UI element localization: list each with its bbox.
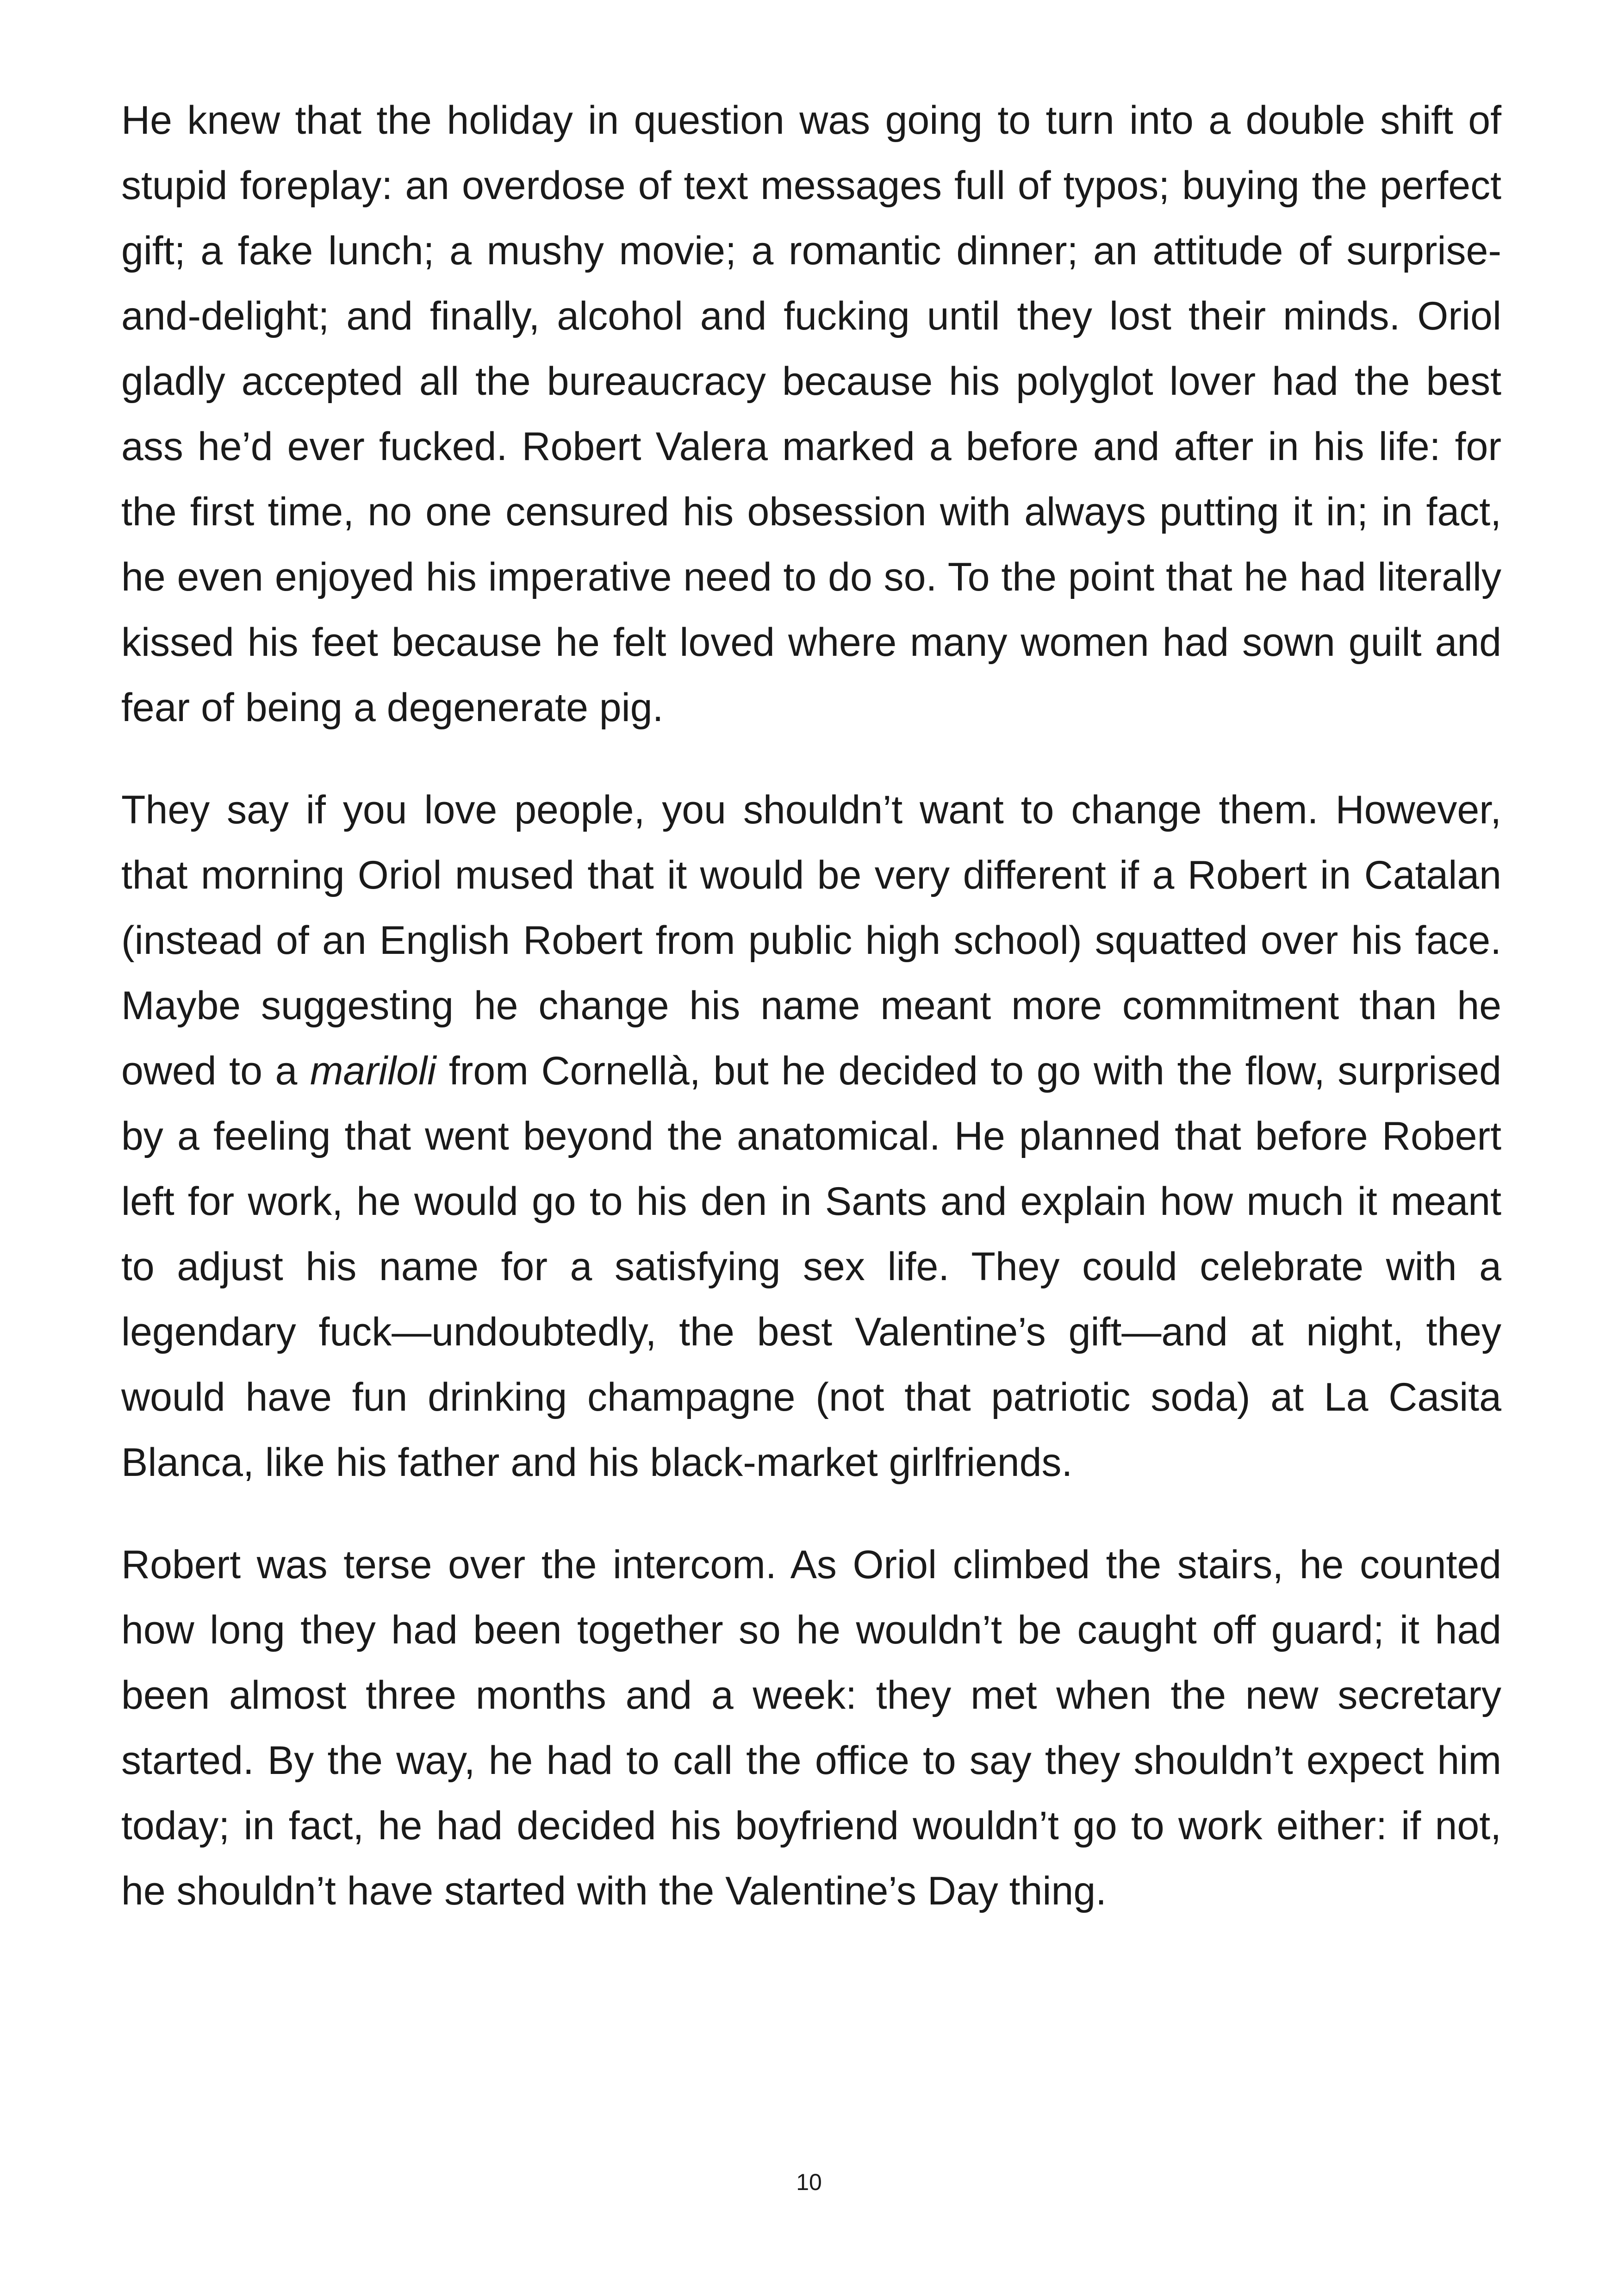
italic-word-mariloli: mariloli bbox=[310, 1049, 436, 1093]
paragraph-2-text-start: They say if you love people, you shouldn’t want to change them. However, that morning Oriol mused that it would be very different if a Robert in Catalan (instead of an English Robert from public high school) squatted over his face. Maybe suggesting he change his name meant more commitment than he owed to a bbox=[121, 788, 1501, 1093]
paragraph-3 bbox=[121, 1532, 1501, 1924]
paragraph-1 bbox=[121, 88, 1501, 740]
paragraph-3-text: Robert was terse over the intercom. As Oriol climbed the stairs, he counted how long they had been together so he wouldn’t be caught off guard; it had been almost three months and a week: they met when the new secretary started. By the way, he had to call the office to say they shouldn’t expect him today; in fact, he had decided his boyfriend wouldn’t go to work either: if not, he shouldn’t have started with the Valentine’s Day thing. bbox=[121, 1543, 1501, 1913]
paragraph-2-text-end: from Cornellà, but he decided to go with the flow, surprised by a feeling that went beyond the anatomical. He planned that before Robert left for work, he would go to his den in Sants and explain how much it meant to adjust his name for a satisfying sex life. They could celebrate with a legendary fuck—undoubtedly, the best Valentine’s gift—and at night, they would have fun drinking champagne (not that patriotic soda) at La Casita Blanca, like his father and his black-market girlfriends. bbox=[121, 1049, 1501, 1485]
page-number: 10 bbox=[796, 2169, 822, 2195]
body-text bbox=[121, 88, 1501, 1924]
paragraph-2 bbox=[121, 778, 1501, 1495]
paragraph-1-text: He knew that the holiday in question was going to turn into a double shift of stupid foreplay: an overdose of text messages full of typos; buying the perfect gift; a fake lunch; a mushy movie; a romantic dinner; an attitude of surprise-and-delight; and finally, alcohol and fucking until they lost their minds. Oriol gladly accepted all the bureaucracy because his polyglot lover had the best ass he’d ever fucked. Robert Valera marked a before and after in his life: for the first time, no one censured his obsession with always putting it in; in fact, he even enjoyed his imperative need to do so. To the point that he had literally kissed his feet because he felt loved where many women had sown guilt and fear of being a degenerate pig. bbox=[121, 98, 1501, 730]
